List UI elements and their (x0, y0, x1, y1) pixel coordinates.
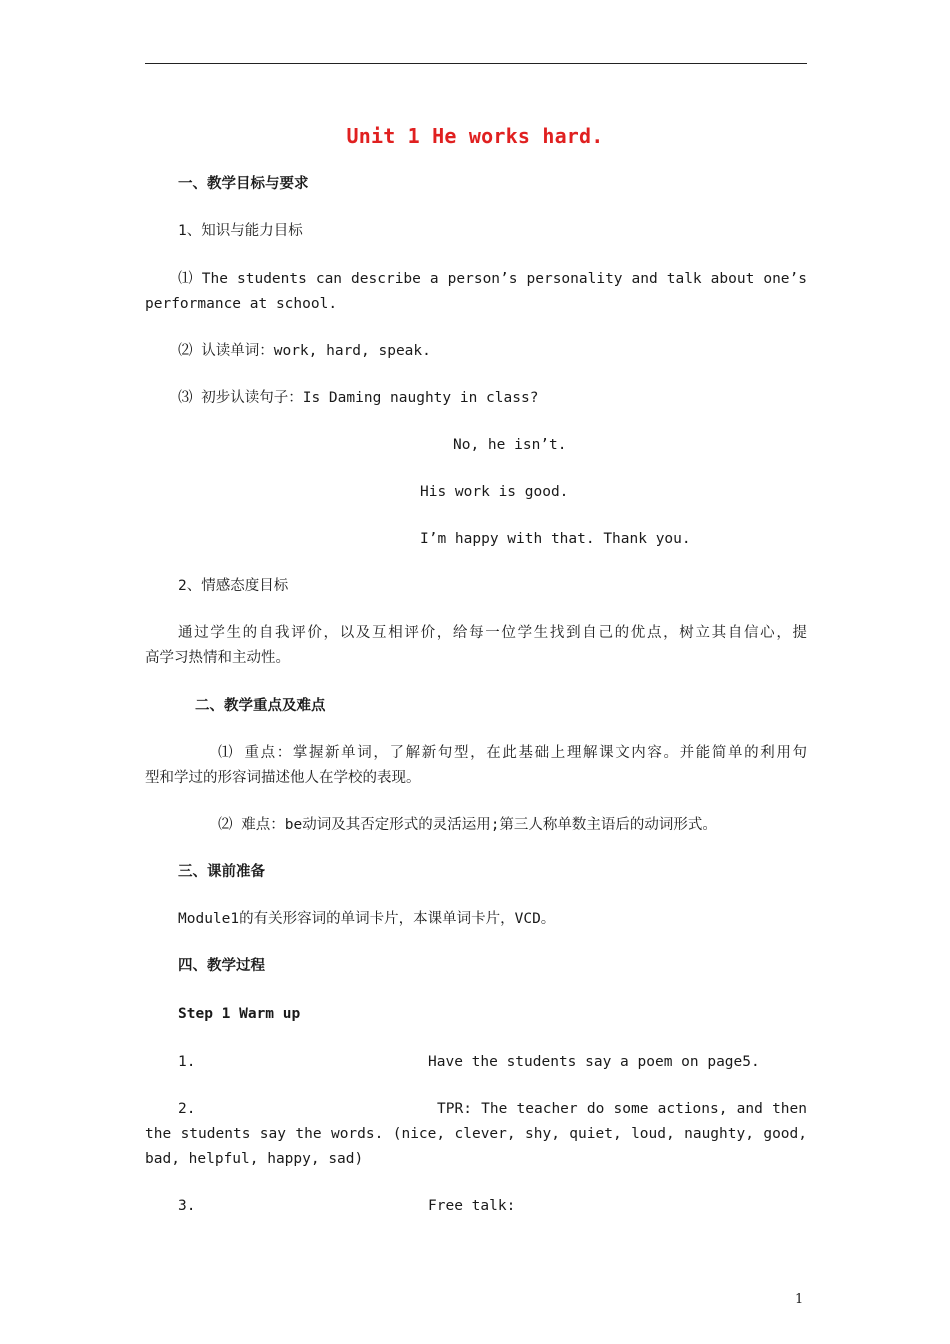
step1-heading: Step 1 Warm up (178, 1006, 301, 1022)
key-point-line2: 型和学过的形容词描述他人在学校的表现。 (145, 770, 421, 786)
goal1-item1-line1: ⑴ The students can describe a person’s personality and talk about one’s (178, 271, 807, 287)
sentence-no: No, he isn’t. (453, 437, 567, 453)
sentence-work: His work is good. (420, 484, 569, 500)
step1-item2-line2: the students say the words. (nice, clever, shy, quiet, loud, naughty, good, (145, 1126, 807, 1142)
section-heading-process: 四、教学过程 (178, 958, 265, 974)
goal1-heading: 1、知识与能力目标 (178, 223, 303, 239)
section-heading-preparation: 三、课前准备 (178, 864, 265, 880)
page-number: 1 (795, 1292, 804, 1307)
step1-item3-number: 3. (178, 1198, 196, 1214)
sentence-happy: I’m happy with that. Thank you. (420, 531, 691, 547)
difficult-point: ⑵ 难点：be动词及其否定形式的灵活运用;第三人称单数主语后的动词形式。 (218, 817, 717, 833)
step1-item2-line1: TPR: The teacher do some actions, and then (437, 1101, 807, 1117)
step1-item1-number: 1. (178, 1054, 196, 1070)
goal2-text-line1: 通过学生的自我评价，以及互相评价，给每一位学生找到自己的优点，树立其自信心，提 (178, 625, 807, 641)
preparation-text: Module1的有关形容词的单词卡片，本课单词卡片，VCD。 (178, 911, 556, 927)
goal1-item2: ⑵ 认读单词：work, hard, speak. (178, 343, 431, 359)
section-heading-goals: 一、教学目标与要求 (178, 176, 309, 192)
step1-item3-text: Free talk: (428, 1198, 516, 1214)
goal1-item3: ⑶ 初步认读句子：Is Daming naughty in class? (178, 390, 539, 406)
step1-item2-line2-wrap (145, 1122, 807, 1172)
header-rule (145, 63, 807, 64)
step1-item2-line3: bad, helpful, happy, sad) (145, 1151, 364, 1167)
goal1-item1 (145, 267, 807, 317)
document-title: Unit 1 He works hard. (346, 124, 604, 148)
step1-item1-text-body: Have the students say a poem on page5. (428, 1054, 760, 1070)
goal2-text (145, 621, 807, 671)
key-point (145, 741, 807, 791)
goal1-item1-line2: performance at school. (145, 296, 338, 312)
key-point-line1: ⑴ 重点：掌握新单词，了解新句型，在此基础上理解课文内容。并能简单的利用句 (218, 745, 807, 761)
goal2-heading: 2、情感态度目标 (178, 578, 289, 594)
step1-item1-text (428, 1050, 760, 1075)
step1-item2-number: 2. (178, 1101, 196, 1117)
goal2-text-line2: 高学习热情和主动性。 (145, 650, 290, 666)
step1-item2-line1-wrap (437, 1097, 807, 1122)
section-heading-key-points: 二、教学重点及难点 (195, 698, 326, 714)
